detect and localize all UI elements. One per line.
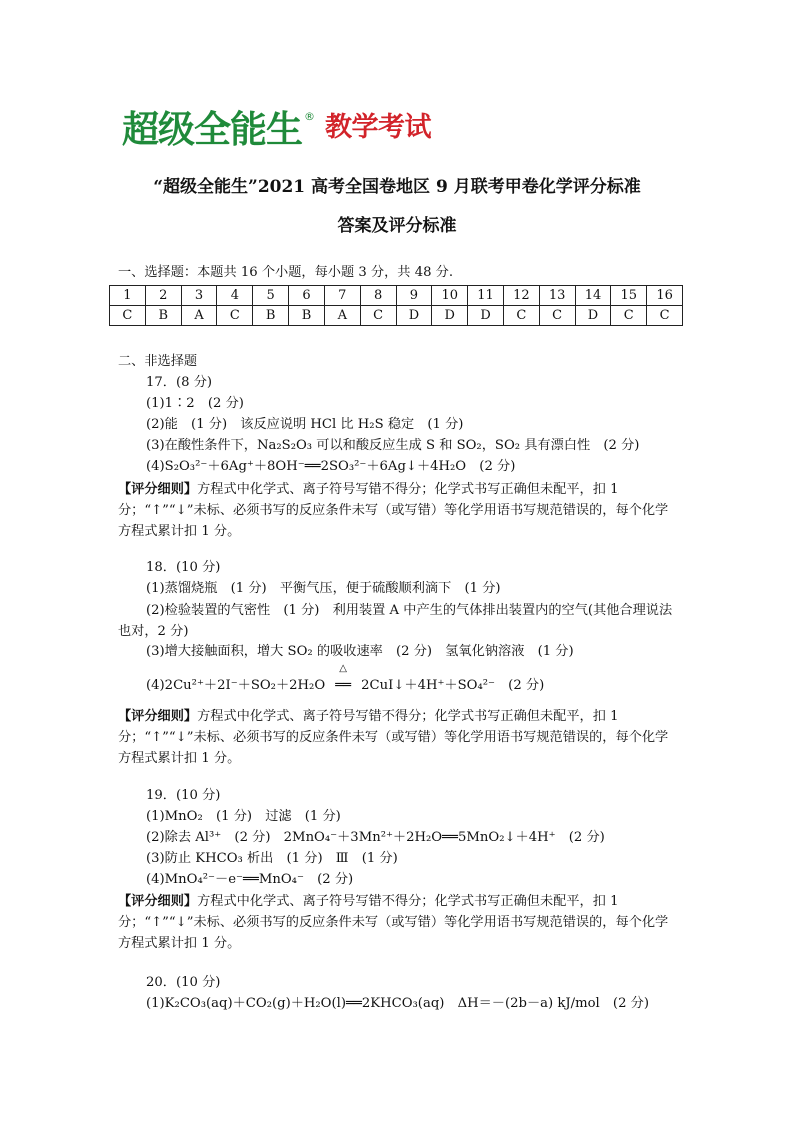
scoring-rules-text: 方程式中化学式、离子符号写错不得分；化学式书写正确但未配平，扣 1 分；“↑”“↓”未标、必须书写的反应条件未写（或写错）等化学用语书写规范错误的，每个化学方程式累计扣 1 分。 [118,894,669,951]
q17-heading: 17．(8 分) [146,375,213,390]
answer-cell: D [575,306,611,326]
q17-answer-3: (3)在酸性条件下，Na₂S₂O₃ 可以和酸反应生成 S 和 SO₂，SO₂ 具有漂白性 (2 分) [146,438,640,453]
q19-scoring-rules [118,891,678,954]
section1-heading: 一、选择题：本题共 16 个小题，每小题 3 分，共 48 分. [118,265,454,280]
q19-heading: 19．(10 分) [146,788,221,803]
answer-cell: C [539,306,575,326]
answer-table-number-row [110,286,683,306]
q19-answer-2: (2)除去 Al³⁺ (2 分) 2MnO₄⁻＋3Mn²⁺＋2H₂O══5MnO₂↓＋4H⁺ (2 分) [146,830,605,845]
document-title: “超级全能生”2021 高考全国卷地区 9 月联考甲卷化学评分标准 [153,177,641,197]
q17-answer-1: (1)1∶2 (2 分) [146,396,244,411]
q20-answer-1: (1)K₂CO₃(aq)＋CO₂(g)＋H₂O(l)══2KHCO₃(aq) ΔH＝－(2b－a) kJ/mol (2 分) [146,996,649,1011]
q18-eq-right: 2CuI↓＋4H⁺＋SO₄²⁻ (2 分) [361,678,545,693]
q19-answer-3: (3)防止 KHCO₃ 析出 (1 分) Ⅲ (1 分) [146,851,398,866]
q18-scoring-rules [118,706,678,769]
answer-cell: B [289,306,325,326]
answer-cell: A [181,306,217,326]
question-number-cell: 12 [503,286,539,306]
question-number-cell: 2 [145,286,181,306]
question-number-cell: 5 [253,286,289,306]
q17-answer-4: (4)S₂O₃²⁻＋6Ag⁺＋8OH⁻══2SO₃²⁻＋6Ag↓＋4H₂O (2 分) [146,459,516,474]
brand-logo [122,108,431,152]
q18-heading: 18．(10 分) [146,560,221,575]
question-number-cell: 13 [539,286,575,306]
scoring-rules-label: 【评分细则】 [118,709,198,724]
answer-table [109,285,683,326]
question-number-cell: 9 [396,286,432,306]
answer-cell: A [324,306,360,326]
q18-answer-2: (2)检验装置的气密性 (1 分) 利用装置 A 中产生的气体排出装置内的空气(其他合理说法也对，2 分) [118,603,673,639]
document-subtitle: 答案及评分标准 [337,216,457,236]
answer-cell: D [396,306,432,326]
equation-arrow: △ ══ [325,676,361,695]
logo-brand-text: 超级全能生 [122,108,302,151]
q18-answer-3: (3)增大接触面积，增大 SO₂ 的吸收速率 (2 分) 氢氧化钠溶液 (1 分) [146,644,574,659]
q19-answer-4: (4)MnO₄²⁻－e⁻══MnO₄⁻ (2 分) [146,872,354,887]
scoring-rules-label: 【评分细则】 [118,482,198,497]
question-number-cell: 8 [360,286,396,306]
section2-heading: 二、非选择题 [118,354,198,369]
q18-eq-left: (4)2Cu²⁺＋2I⁻＋SO₂＋2H₂O [146,678,326,693]
scoring-rules-text: 方程式中化学式、离子符号写错不得分；化学式书写正确但未配平，扣 1 分；“↑”“↓”未标、必须书写的反应条件未写（或写错）等化学用语书写规范错误的，每个化学方程式累计扣 1 分。 [118,709,669,766]
answer-cell: D [468,306,504,326]
q19-answer-1: (1)MnO₂ (1 分) 过滤 (1 分) [146,809,341,824]
answer-cell: C [217,306,253,326]
question-number-cell: 4 [217,286,253,306]
answer-cell: C [611,306,647,326]
question-number-cell: 16 [647,286,683,306]
question-number-cell: 3 [181,286,217,306]
heating-condition: △ [339,663,347,674]
question-number-cell: 15 [611,286,647,306]
answer-cell: B [145,306,181,326]
question-number-cell: 11 [468,286,504,306]
q17-answer-2: (2)能 (1 分) 该反应说明 HCl 比 H₂S 稳定 (1 分) [146,417,464,432]
answer-cell: B [253,306,289,326]
answer-table-answer-row [110,306,683,326]
question-number-cell: 14 [575,286,611,306]
answer-cell: D [432,306,468,326]
answer-cell: C [110,306,146,326]
answer-cell: C [647,306,683,326]
logo-sub-text: 教学考试 [325,112,431,143]
scoring-rules-text: 方程式中化学式、离子符号写错不得分；化学式书写正确但未配平，扣 1 分；“↑”“↓”未标、必须书写的反应条件未写（或写错）等化学用语书写规范错误的，每个化学方程式累计扣 1 分。 [118,482,669,539]
answer-cell: C [360,306,396,326]
logo-registered-mark: ® [304,110,315,123]
question-number-cell: 1 [110,286,146,306]
q18-answer-1: (1)蒸馏烧瓶 (1 分) 平衡气压，便于硫酸顺利滴下 (1 分) [146,581,501,596]
q20-heading: 20．(10 分) [146,975,221,990]
scoring-rules-label: 【评分细则】 [118,894,198,909]
question-number-cell: 7 [324,286,360,306]
question-number-cell: 10 [432,286,468,306]
question-number-cell: 6 [289,286,325,306]
q18-answer-4 [146,663,545,695]
answer-cell: C [503,306,539,326]
q17-scoring-rules [118,479,678,542]
